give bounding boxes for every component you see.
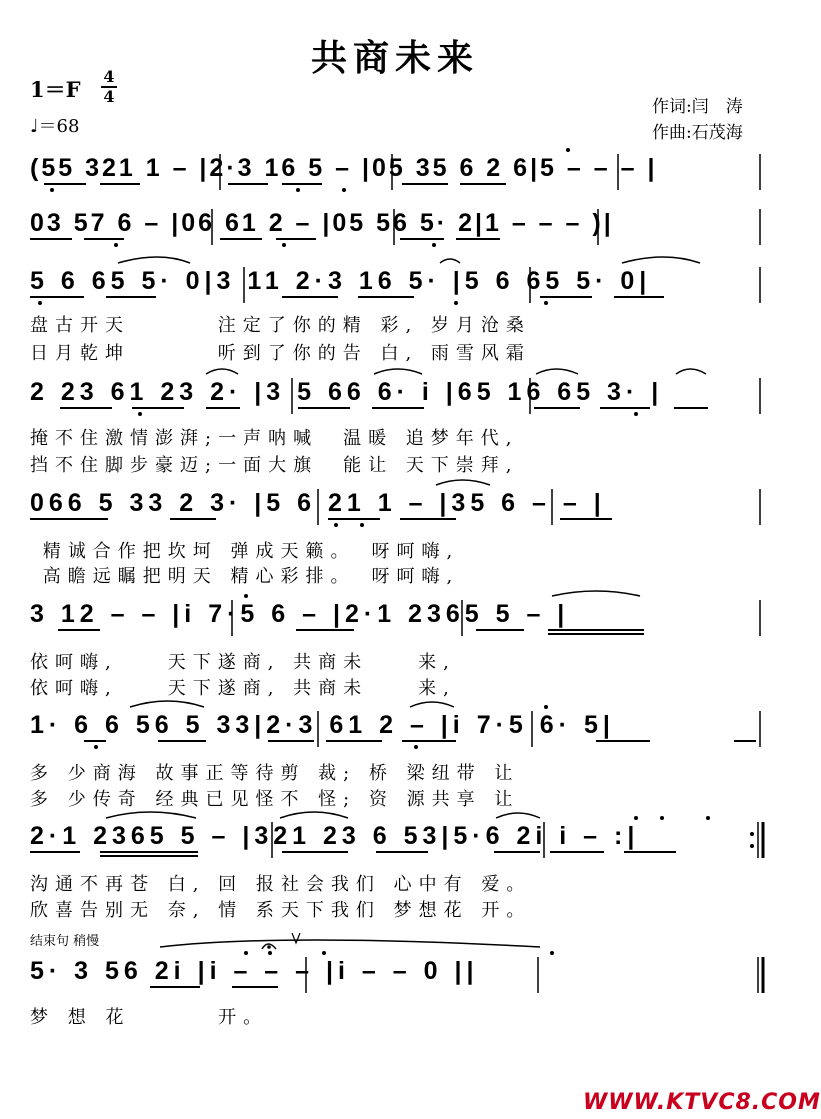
- row-3-notes: 5 6 65 5· 0|3 11 2·3 16 5· |5 6 65 5· 0|: [30, 267, 652, 295]
- row-2-notes: 03 57 6 – |06 61 2 – |05 56 5· 2|1 – – – )|: [30, 209, 614, 237]
- row-5-lyric-verse-2: 高瞻远瞩把明天 精心彩排。 呀呵嗨,: [30, 566, 460, 587]
- row-5-lyric-verse-1: 精诚合作把坎坷 弹成天籁。 呀呵嗨,: [30, 541, 460, 562]
- row-4-notes: 2 23 61 23 2· |3 5 66 6· i |65 16 65 3· |: [30, 378, 664, 406]
- row-9-notes: 5· 3 56 2i |i – – – |i – – 0 ||: [30, 957, 479, 985]
- score-row-8: [0, 820, 790, 860]
- quarter-note-icon: ♩: [30, 116, 39, 137]
- site-watermark: WWW.KTVC8.COM: [583, 1090, 821, 1115]
- ending-instruction: 结束句 稍慢: [30, 934, 100, 949]
- tempo-marking: ♩＝68: [30, 116, 80, 137]
- row-8-lyric-verse-1: 沟通不再苍 白, 回 报社会我们 心中有 爱。: [30, 874, 532, 895]
- score-row-1: [0, 152, 790, 192]
- row-7-lyric-verse-1: 多 少商海 故事正等待剪 裁; 桥 梁纽带 让: [30, 763, 520, 784]
- row-3-lyric-verse-2: 日月乾坤 听到了你的告 白, 雨雪风霜: [30, 343, 531, 364]
- score-row-2: [0, 207, 790, 247]
- composer-credit: 作曲:石茂海: [652, 123, 743, 143]
- score-row-4: [0, 376, 790, 416]
- song-title: 共商未来: [310, 37, 479, 79]
- row-3-lyric-verse-1: 盘古开天 注定了你的精 彩, 岁月沧桑: [30, 315, 531, 336]
- row-1-notes: (55 321 1 – |2·3 16 5 – |05 35 6 2 6|5 – – – |: [30, 154, 658, 182]
- time-signature: 4 4: [100, 68, 118, 106]
- row-6-lyric-verse-1: 依呵嗨, 天下遂商, 共商未 来,: [30, 652, 456, 673]
- score-row-7: [0, 709, 790, 749]
- row-8-lyric-verse-2: 欣喜告别无 奈, 情 系天下我们 梦想花 开。: [30, 900, 532, 921]
- row-7-lyric-verse-2: 多 少传奇 经典已见怪不 怪; 资 源共享 让: [30, 789, 520, 810]
- score-row-5: [0, 487, 790, 527]
- score-row-6: [0, 598, 790, 638]
- score-row-9: [0, 955, 790, 995]
- row-5-notes: 066 5 33 2 3· |5 6 21 1 – |35 6 – – |: [30, 489, 606, 517]
- key-signature: 1＝F: [30, 77, 81, 102]
- row-6-notes: 3 12 – – |i 7·5 6 – |2·1 2365 5 – |: [30, 600, 570, 628]
- row-4-lyric-verse-1: 掩不住激情澎湃;一声呐喊 温暖 追梦年代,: [30, 428, 519, 449]
- row-8-notes: 2·1 2365 5 – |321 23 6 53|5·6 2i i – :|: [30, 822, 640, 850]
- row-6-lyric-verse-2: 依呵嗨, 天下遂商, 共商未 来,: [30, 678, 456, 699]
- row-7-notes: 1· 6 6 56 5 33|2·3 61 2 – |i 7·5 6· 5|: [30, 711, 615, 739]
- row-9-lyric: 梦 想 花 开。: [30, 1007, 269, 1028]
- lyricist-credit: 作词:闫 涛: [652, 97, 743, 117]
- row-4-lyric-verse-2: 挡不住脚步豪迈;一面大旗 能让 天下崇拜,: [30, 455, 519, 476]
- score-row-3: [0, 265, 790, 305]
